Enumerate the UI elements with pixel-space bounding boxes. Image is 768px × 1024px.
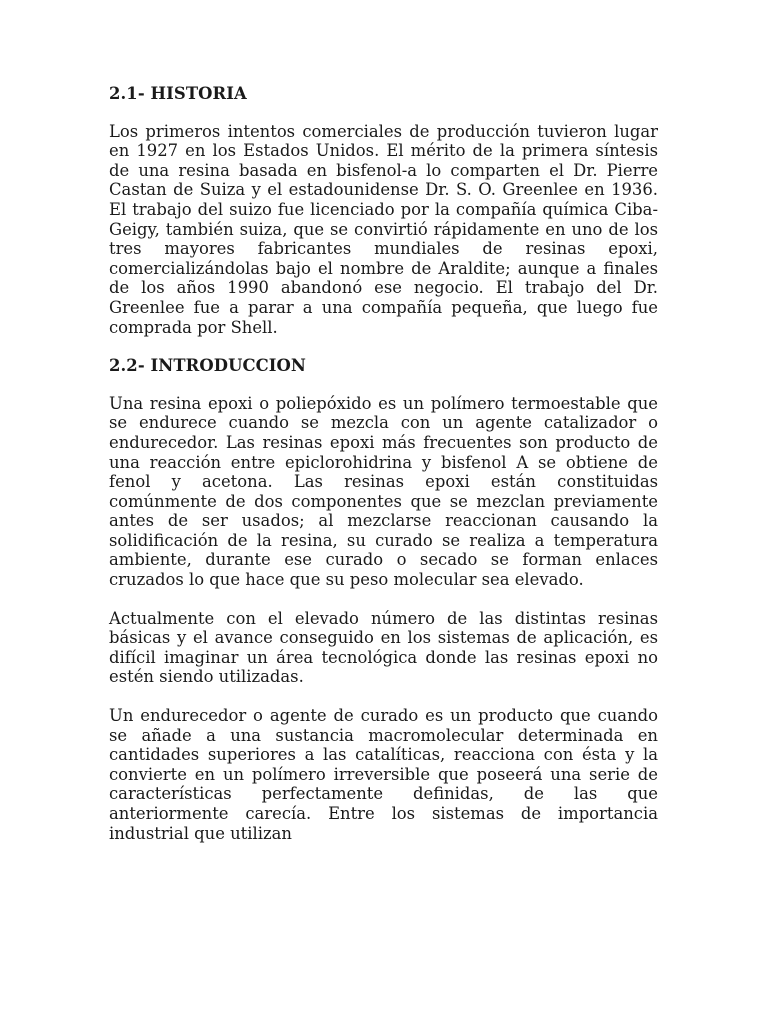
paragraph-endurecedor: Un endurecedor o agente de curado es un producto que cuando se añade a una sustancia macromolecular determinada en cantidades superiores a las catalíticas, reacciona con ésta y la convierte en un polímero irreversible que poseerá una serie de características perfectamente definidas, de las que anteriormente carecía. Entre los sistemas de importancia industrial que utilizan — [109, 706, 658, 843]
paragraph-historia: Los primeros intentos comerciales de producción tuvieron lugar en 1927 en los Estados Unidos. El mérito de la primera síntesis de una resina basada en bisfenol-a lo comparten el Dr. Pierre Castan de Suiza y el estadounidense Dr. S. O. Greenlee en 1936. El trabajo del suizo fue licenciado por la compañía química Ciba-Geigy, también suiza, que se convirtió rápidamente en uno de los tres mayores fabricantes mundiales de resinas epoxi, comercializándolas bajo el nombre de Araldite; aunque a finales de los años 1990 abandonó ese negocio. El trabajo del Dr. Greenlee fue a parar a una compañía pequeña, que luego fue comprada por Shell. — [109, 121, 658, 337]
paragraph-resina-epoxi: Una resina epoxi o poliepóxido es un polímero termoestable que se endurece cuando se mezcla con un agente catalizador o endurecedor. Las resinas epoxi más frecuentes son producto de una reacción entre epiclorohidrina y bisfenol A se obtiene de fenol y acetona. Las resinas epoxi están constituidas comúnmente de dos componentes que se mezclan previamente antes de ser usados; al mezclarse reaccionan causando la solidificación de la resina, su curado se realiza a temperatura ambiente, durante ese curado o secado se forman enlaces cruzados lo que hace que su peso molecular sea elevado. — [109, 393, 658, 590]
paragraph-actualmente: Actualmente con el elevado número de las distintas resinas básicas y el avance conseguido en los sistemas de aplicación, es difícil imaginar un área tecnológica donde las resinas epoxi no estén siendo utilizadas. — [109, 608, 658, 687]
section-heading-historia: 2.1- HISTORIA — [109, 84, 247, 103]
section-heading-introduccion: 2.2- INTRODUCCION — [109, 356, 306, 376]
document-page — [109, 84, 658, 862]
